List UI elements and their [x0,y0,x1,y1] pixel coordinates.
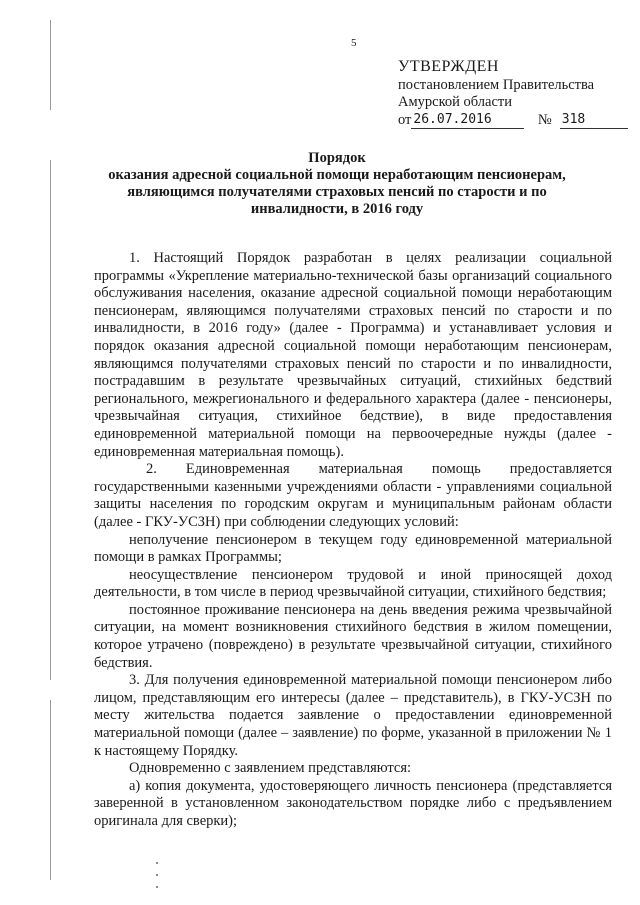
approval-block [398,58,628,129]
page-number: 5 [351,37,357,49]
binding-edge [50,700,51,880]
date-prefix: от [398,112,412,128]
condition-2: неосуществление пенсионером трудовой и иной приносящей доход деятельности, в том числе в период чрезвычайной ситуации, стихийного бедствия; [94,566,612,601]
scan-mark [156,874,158,876]
condition-3: постоянное проживание пенсионера на день введения режима чрезвычайной ситуации, на момент возникновения стихийного бедствия в жилом помещении, которое утрачено (повреждено) в результате чрезвычайной ситуации, стихийного бедствия. [94,601,612,671]
approval-line: постановлением Правительства [398,77,595,93]
title-line: оказания адресной социальной помощи неработающим пенсионерам, [108,167,566,183]
condition-1: неполучение пенсионером в текущем году единовременной материальной помощи в рамках Программы; [94,531,612,566]
approval-line: Амурской области [398,94,512,110]
approval-date: 26.07.2016 [411,111,524,129]
paragraph-3: 3. Для получения единовременной материальной помощи пенсионером либо лицом, представляющим его интересы (далее – представитель), в ГКУ-УСЗН по месту жительства подается заявление о предоставлении единовременной материальной помощи (далее – заявление) по форме, указанной в приложении № 1 к настоящему Порядку. [94,672,612,759]
scan-mark [156,886,158,888]
approval-heading: УТВЕРЖДЕН [398,58,499,75]
number-sign: № [537,112,552,128]
document-title [92,150,582,218]
binding-edge [50,20,51,110]
title-line: являющимся получателями страховых пенсий по старости и по [127,184,547,200]
paragraph-2: 2. Единовременная материальная помощь предоставляется государственными казенными учреждениями области - управлениями социальной защиты населения по городским округам и муниципальным районам области (далее - ГКУ-УСЗН) при соблюдении следующих условий: [94,461,612,530]
paragraph-4: Одновременно с заявлением представляются: [129,760,412,777]
item-a: а) копия документа, удостоверяющего личность пенсионера (представляется заверенной в установленном законодательством порядке либо с предъявлением оригинала для сверки); [94,777,612,829]
scan-mark [156,862,158,864]
title-line: Порядок [308,150,366,166]
approval-date-row [398,111,628,129]
document-body [94,250,612,831]
approval-number: 318 [560,111,628,129]
paragraph-1: 1. Настоящий Порядок разработан в целях реализации социальной программы «Укрепление материально-технической базы организаций социального обслуживания населения, оказание адресной социальной помощи неработающим пенсионерам, являющимся получателями страховых пенсий по старости и по инвалидности, в 2016 году» (далее - Программа) и устанавливает условия и порядок оказания адресной социальной помощи неработающим пенсионерам, являющимся получателями страховых пенсий по старости и по инвалидности, пострадавшим в результате чрезвычайных ситуаций, стихийных бедствий регионального, межрегионального и федерального характера (далее - пенсионеры, чрезвычайная ситуация, стихийное бедствие), в виде предоставления единовременной материальной помощи на первоочередные нужды (далее - единовременная материальная помощь). [94,250,612,460]
title-line: инвалидности, в 2016 году [250,201,424,217]
binding-edge [50,160,51,680]
